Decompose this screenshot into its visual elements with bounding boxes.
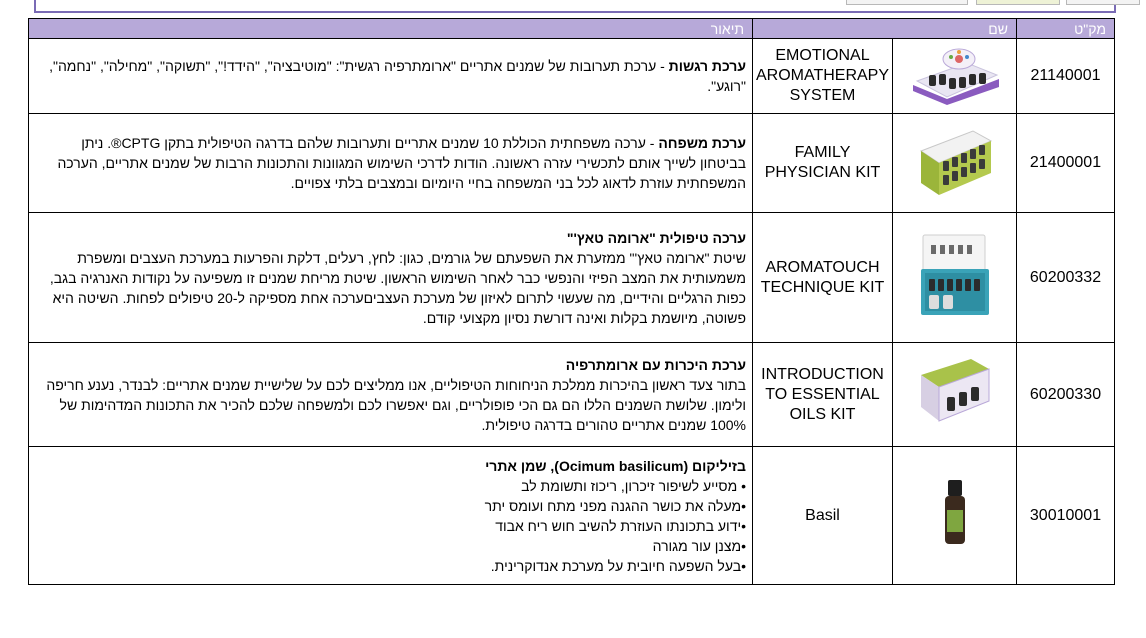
table-row (29, 343, 1115, 447)
description-cell (29, 213, 753, 343)
description-body: - ערכת תערובות של שמנים אתריים "ארומתרפיה רגשית": "מוטיבציה", "הידד!", "תשוקה", "מחילה", "נחמה", "רוגע". (49, 58, 746, 94)
description-body: - ערכה משפחתית הכוללת 10 שמנים אתריים ותערובות שלהם בדרגה הטיפולית בתקן CPTG®. ניתן בביטחון לשייך אותם לתכשירי עזרה ראשונה. הודות לדרכי השימוש המגוונות והתכונות הרבות של שמנים אתריים, הערכה המשפחתית עוזרת לדאוג לכל בני המשפחה בחיי היומיום ובמצבים בלתי צפויים. (57, 135, 746, 191)
sku-cell: 21140001 (1017, 39, 1115, 114)
product-image-cell (893, 213, 1017, 343)
page-bottom-area (0, 608, 1146, 638)
description-body: שיטת "ארומה טאץ'" ממזערת את השפעתם של גורמים, כגון: לחץ, רעלים, דלקת והפרעות במערכת העצבים ומשפרת משמעותית את המצב הפיזי והנפשי כבר לאחר השימוש הראשון. שיטת מריחת שמנים זו משפיעה על נקודות האנרגיה בגב, כפות הרגליים והידיים, מה שעשוי לתרום לאיזון של מערכת העצביםערכה אחת מספיקה ל-20 טיפולים לפחות. השיטה היא פשוטה, מיושמת בקלות ואינה דורשת נסיון מקצועי קודם. (49, 249, 746, 326)
products-table (28, 18, 1115, 585)
product-image-cell (893, 114, 1017, 213)
product-name-cell: EMOTIONAL AROMATHERAPY SYSTEM (753, 39, 893, 114)
description-title: ערכה טיפולית "ארומה טאץ'" (566, 229, 746, 246)
sku-cell: 60200330 (1017, 343, 1115, 447)
bullet-item: • מסייע לשיפור זיכרון, ריכוז ותשומת לב (521, 477, 746, 494)
product-name-cell: Basil (753, 447, 893, 585)
top-panel-frame (34, 0, 1116, 13)
bullet-item: •ידוע בתכונתו העוזרת להשיב חוש ריח אבוד (495, 517, 746, 534)
table-row (29, 447, 1115, 585)
bullet-item: •מצנן עור מגורה (652, 537, 746, 554)
product-image-cell (893, 343, 1017, 447)
basil-bottle-image (940, 478, 970, 548)
sku-cell: 21400001 (1017, 114, 1115, 213)
top-toolbar-button[interactable] (846, 0, 968, 5)
description-title: ערכת רגשות (668, 58, 746, 74)
description-cell (29, 114, 753, 213)
emotional-kit-image (907, 41, 1003, 107)
table-header-row (29, 19, 1115, 39)
header-name: שם (753, 19, 1017, 39)
top-toolbar-button[interactable] (1066, 0, 1140, 5)
intro-kit-image (915, 355, 995, 429)
description-body: בתור צעד ראשון בהיכרות ממלכת הניחוחות הטיפוליים, אנו ממליצים לכם על שלישיית שמנים אתריים: לבנדר, נענע חריפה ולימון. שלושת השמנים הללו הם גם הכי פופולריים, וגם יאפשרו לכם ולמשפחה שלכם להכיר את התכונות המדהימות של 100% שמנים אתריים טהורים בדרגה טיפולית. (46, 376, 746, 433)
product-image-cell (893, 447, 1017, 585)
product-name-cell: INTRODUCTION TO ESSENTIAL OILS KIT (753, 343, 893, 447)
family-kit-image (913, 121, 997, 201)
table-row (29, 39, 1115, 114)
description-cell (29, 343, 753, 447)
description-title: ערכת משפחה (658, 135, 746, 151)
description-title: ערכת היכרות עם ארומתרפיה (565, 356, 746, 373)
product-image-cell (893, 39, 1017, 114)
table-row (29, 114, 1115, 213)
top-toolbar-button[interactable] (976, 0, 1060, 5)
description-title: בזיליקום (Ocimum basilicum), שמן אתרי (485, 457, 746, 474)
aromatouch-kit-image (915, 229, 995, 321)
header-description: תיאור (29, 19, 753, 39)
product-name-cell: FAMILY PHYSICIAN KIT (753, 114, 893, 213)
bullet-item: •מעלה את כושר ההגנה מפני מתח ועומס יתר (484, 497, 746, 514)
product-name-cell: AROMATOUCH TECHNIQUE KIT (753, 213, 893, 343)
table-row (29, 213, 1115, 343)
description-cell (29, 447, 753, 585)
header-sku: מק"ט (1017, 19, 1115, 39)
sku-cell: 30010001 (1017, 447, 1115, 585)
bullet-item: •בעל השפעה חיובית על מערכת אנדוקרינית. (490, 557, 746, 574)
sku-cell: 60200332 (1017, 213, 1115, 343)
description-cell (29, 39, 753, 114)
